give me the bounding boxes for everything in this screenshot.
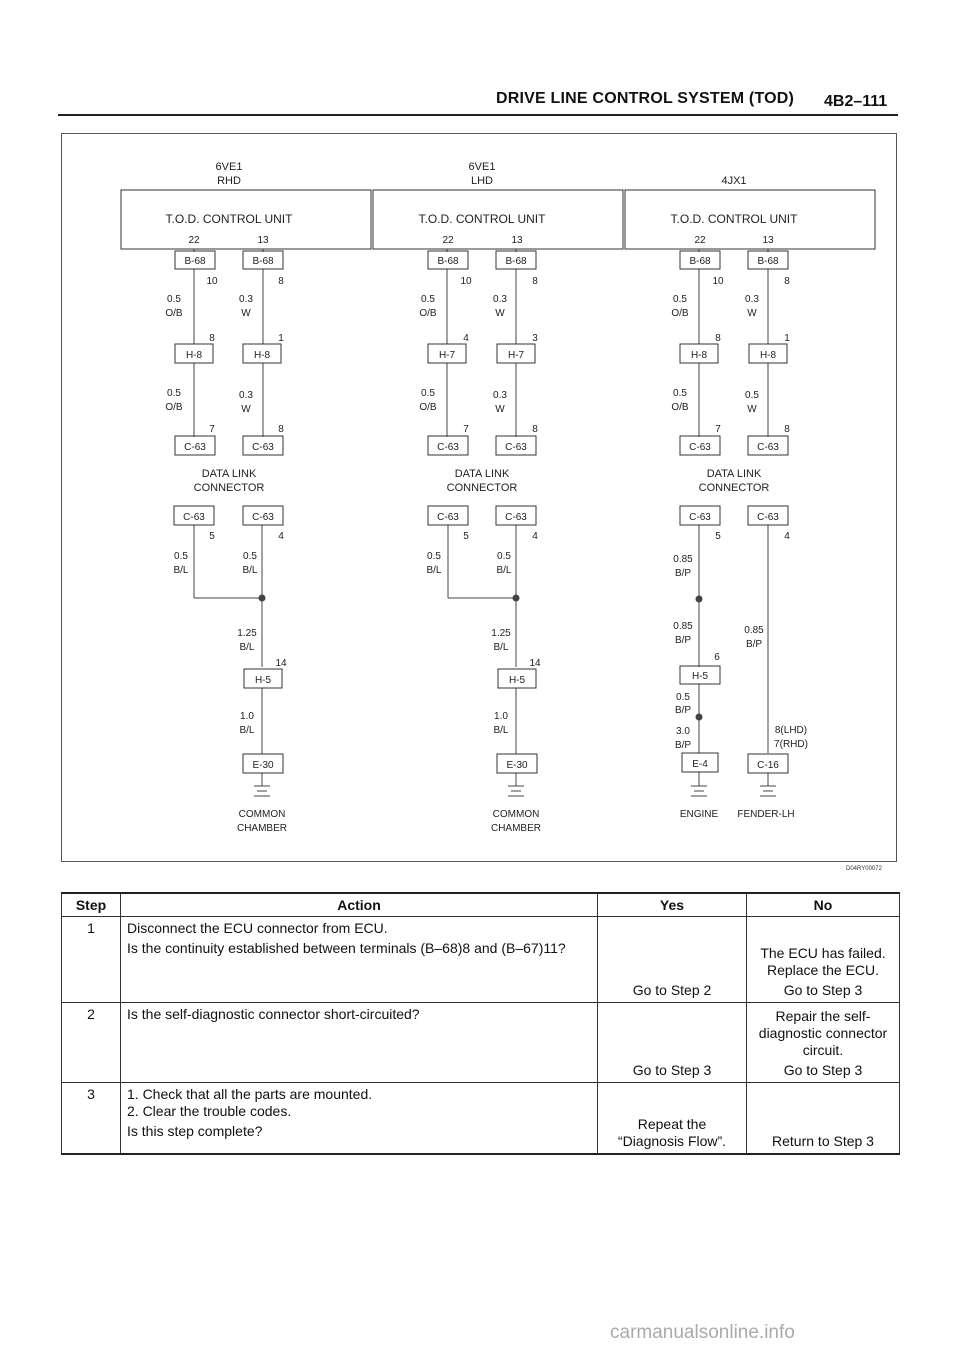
connector-label: C-63 — [689, 442, 711, 453]
pin-label: 4 — [278, 531, 284, 542]
control-unit-label: T.O.D. CONTROL UNIT — [165, 212, 293, 226]
wire-size: 1.25 — [491, 628, 511, 639]
connector-label: H-8 — [759, 350, 777, 361]
panel-title-line2: LHD — [470, 175, 494, 187]
wire-size: 1.25 — [237, 628, 257, 639]
wire-size: 0.3 — [493, 294, 507, 305]
pin-label: 8(LHD) — [774, 725, 808, 736]
connector-label: B-68 — [184, 256, 206, 267]
diagnostic-steps-table — [61, 892, 900, 1155]
no-text: Repair the self-diagnostic connector circuit. — [758, 1008, 888, 1058]
wire-color: W — [241, 308, 251, 319]
connector-label: E-30 — [252, 760, 274, 771]
step-action — [121, 1003, 598, 1083]
header-rule — [58, 114, 898, 116]
ground-label: FENDER-LH — [737, 809, 795, 820]
control-unit-label: T.O.D. CONTROL UNIT — [418, 212, 546, 226]
ground-label: ENGINE — [679, 809, 719, 820]
step-action — [121, 917, 598, 1003]
wire-color: W — [495, 308, 505, 319]
pin-label: 8 — [278, 424, 284, 435]
wire-color: W — [495, 404, 505, 415]
connector-label: C-63 — [184, 442, 206, 453]
pin-label: 4 — [463, 333, 469, 344]
wire-size: 0.85 — [673, 554, 693, 565]
wire-color: O/B — [419, 308, 437, 319]
no-goto: Go to Step 3 — [783, 982, 863, 998]
splice-point — [259, 595, 266, 602]
ground-label: COMMON — [492, 809, 540, 820]
pin-label: 5 — [463, 531, 469, 542]
pin-label: 22 — [694, 235, 706, 246]
splice-point — [696, 596, 703, 603]
wire-size: 0.85 — [673, 621, 693, 632]
wire-color: W — [747, 404, 757, 415]
connector-label: B-68 — [437, 256, 459, 267]
no-goto: Go to Step 3 — [783, 1062, 863, 1078]
step-no — [747, 917, 900, 1003]
action-question: Is the continuity established between terminals (B–68)8 and (B–67)11? — [127, 940, 566, 956]
wire-size: 0.5 — [167, 388, 181, 399]
step-yes: Repeat the “Diagnosis Flow”. — [598, 1083, 747, 1154]
table-row — [62, 917, 900, 1003]
wire-color: B/L — [493, 642, 509, 653]
pin-label: 7 — [715, 424, 721, 435]
connector-label: C-63 — [437, 442, 459, 453]
table-header-row — [62, 893, 900, 917]
dlc-label: CONNECTOR — [446, 482, 518, 494]
action-text: 2. Clear the trouble codes. — [127, 1103, 292, 1119]
dlc-label: DATA LINK — [454, 468, 510, 480]
connector-label: C-63 — [505, 442, 527, 453]
connector-label: C-63 — [437, 512, 459, 523]
header-step: Step — [62, 893, 121, 917]
pin-label: 8 — [784, 276, 790, 287]
ground-symbol — [508, 786, 524, 796]
panel-title-line1: 6VE1 — [215, 161, 243, 173]
wire-color: O/B — [671, 308, 689, 319]
pin-label: 13 — [257, 235, 269, 246]
pin-label: 8 — [532, 276, 538, 287]
pin-label: 7(RHD) — [774, 739, 808, 750]
page-number: 4B2–111 — [824, 93, 888, 110]
connector-label: C-63 — [757, 442, 779, 453]
wire-color: B/P — [674, 740, 692, 751]
wire-color: B/L — [173, 565, 189, 576]
wire-size: 0.5 — [497, 551, 511, 562]
panel-title-line2: RHD — [217, 175, 241, 187]
wiring-diagram — [61, 133, 897, 862]
pin-label: 8 — [715, 333, 721, 344]
wire-color: B/L — [239, 725, 255, 736]
wire-color: W — [241, 404, 251, 415]
wire-color: B/P — [745, 639, 763, 650]
connector-label: B-68 — [757, 256, 779, 267]
dlc-label: CONNECTOR — [193, 482, 265, 494]
ground-label: CHAMBER — [490, 823, 542, 834]
panel-6ve1-rhd — [121, 161, 371, 834]
ground-symbol — [760, 786, 776, 796]
connector-label: C-16 — [757, 760, 779, 771]
wire-size: 0.5 — [243, 551, 257, 562]
section-title: DRIVE LINE CONTROL SYSTEM (TOD) — [496, 90, 795, 107]
ground-symbol — [254, 786, 270, 796]
pin-label: 10 — [206, 276, 218, 287]
pin-label: 13 — [762, 235, 774, 246]
connector-label: H-7 — [438, 350, 456, 361]
pin-label: 13 — [511, 235, 523, 246]
header-yes: Yes — [598, 893, 747, 917]
step-action — [121, 1083, 598, 1154]
wire-size: 0.5 — [174, 551, 188, 562]
pin-label: 8 — [532, 424, 538, 435]
step-yes: Go to Step 3 — [598, 1003, 747, 1083]
table-row — [62, 1003, 900, 1083]
connector-label: B-68 — [252, 256, 274, 267]
wire-color: B/L — [496, 565, 512, 576]
wire-color: B/P — [674, 635, 692, 646]
pin-label: 4 — [532, 531, 538, 542]
control-unit-label: T.O.D. CONTROL UNIT — [670, 212, 798, 226]
connector-label: C-63 — [505, 512, 527, 523]
pin-label: 5 — [209, 531, 215, 542]
wire-size: 1.0 — [494, 711, 508, 722]
wire-size: 0.5 — [421, 388, 435, 399]
wire-color: B/L — [239, 642, 255, 653]
pin-label: 1 — [278, 333, 284, 344]
connector-label: C-63 — [183, 512, 205, 523]
step-no — [747, 1003, 900, 1083]
panel-title-line1: 4JX1 — [721, 175, 747, 187]
ground-symbol — [691, 786, 707, 796]
connector-label: H-5 — [508, 675, 526, 686]
connector-label: C-63 — [252, 442, 274, 453]
wire-color: B/P — [674, 568, 692, 579]
panel-title-line1: 6VE1 — [468, 161, 496, 173]
pin-label: 8 — [209, 333, 215, 344]
connector-label: H-7 — [507, 350, 525, 361]
splice-point — [513, 595, 520, 602]
watermark: carmanualsonline.info — [610, 1322, 795, 1343]
wire-color: O/B — [165, 402, 183, 413]
connector-label: C-63 — [689, 512, 711, 523]
action-text: 1. Check that all the parts are mounted. — [127, 1086, 373, 1102]
wire-size: 0.5 — [167, 294, 181, 305]
pin-label: 5 — [715, 531, 721, 542]
no-text: The ECU has failed. Replace the ECU. — [760, 945, 886, 978]
wire-size: 0.3 — [745, 294, 759, 305]
step-number: 1 — [62, 917, 121, 1003]
pin-label: 8 — [784, 424, 790, 435]
wire-color: B/L — [242, 565, 258, 576]
pin-label: 22 — [188, 235, 200, 246]
splice-point — [696, 714, 703, 721]
pin-label: 4 — [784, 531, 790, 542]
action-question: Is the self-diagnostic connector short-circuited? — [127, 1006, 420, 1022]
wire-size: 0.5 — [745, 390, 759, 401]
step-no: Return to Step 3 — [747, 1083, 900, 1154]
pin-label: 14 — [529, 658, 541, 669]
connector-label: E-30 — [506, 760, 528, 771]
connector-label: C-63 — [252, 512, 274, 523]
pin-label: 14 — [275, 658, 287, 669]
wire-size: 0.3 — [239, 390, 253, 401]
pin-label: 7 — [209, 424, 215, 435]
connector-label: H-8 — [253, 350, 271, 361]
wire-color: B/L — [493, 725, 509, 736]
wire-size: 0.5 — [673, 388, 687, 399]
wire-color: O/B — [419, 402, 437, 413]
pin-label: 22 — [442, 235, 454, 246]
connector-label: H-5 — [254, 675, 272, 686]
panel-4jx1 — [625, 175, 875, 820]
pin-label: 10 — [712, 276, 724, 287]
action-text: Disconnect the ECU connector from ECU. — [127, 920, 388, 936]
wire-color: B/L — [426, 565, 442, 576]
wire-size: 0.3 — [239, 294, 253, 305]
wire-size: 0.3 — [493, 390, 507, 401]
table-row — [62, 1083, 900, 1154]
header-action: Action — [121, 893, 598, 917]
step-yes: Go to Step 2 — [598, 917, 747, 1003]
wire-size: 0.5 — [676, 692, 690, 703]
wiring-diagram-svg — [62, 134, 898, 863]
panel-6ve1-lhd — [373, 161, 623, 834]
wire-size: 0.5 — [427, 551, 441, 562]
wire-size: 0.5 — [421, 294, 435, 305]
figure-id: D04RY00072 — [846, 866, 882, 872]
step-number: 2 — [62, 1003, 121, 1083]
pin-label: 7 — [463, 424, 469, 435]
wire-size: 0.85 — [744, 625, 764, 636]
pin-label: 8 — [278, 276, 284, 287]
header-no: No — [747, 893, 900, 917]
dlc-label: CONNECTOR — [698, 482, 770, 494]
wire-color: O/B — [671, 402, 689, 413]
action-question: Is this step complete? — [127, 1123, 263, 1139]
ground-label: COMMON — [238, 809, 286, 820]
wire-size: 1.0 — [240, 711, 254, 722]
connector-label: B-68 — [689, 256, 711, 267]
step-number: 3 — [62, 1083, 121, 1154]
wire-size: 0.5 — [673, 294, 687, 305]
pin-label: 10 — [460, 276, 472, 287]
dlc-label: DATA LINK — [706, 468, 762, 480]
pin-label: 6 — [714, 652, 720, 663]
connector-label: H-8 — [185, 350, 203, 361]
wire-color: B/P — [674, 705, 692, 716]
wire-size: 3.0 — [676, 726, 690, 737]
connector-label: C-63 — [757, 512, 779, 523]
wire-color: W — [747, 308, 757, 319]
ground-label: CHAMBER — [236, 823, 288, 834]
dlc-label: DATA LINK — [201, 468, 257, 480]
connector-label: E-4 — [692, 759, 708, 770]
connector-label: H-5 — [691, 671, 709, 682]
wire-color: O/B — [165, 308, 183, 319]
pin-label: 3 — [532, 333, 538, 344]
pin-label: 1 — [784, 333, 790, 344]
connector-label: B-68 — [505, 256, 527, 267]
connector-label: H-8 — [690, 350, 708, 361]
